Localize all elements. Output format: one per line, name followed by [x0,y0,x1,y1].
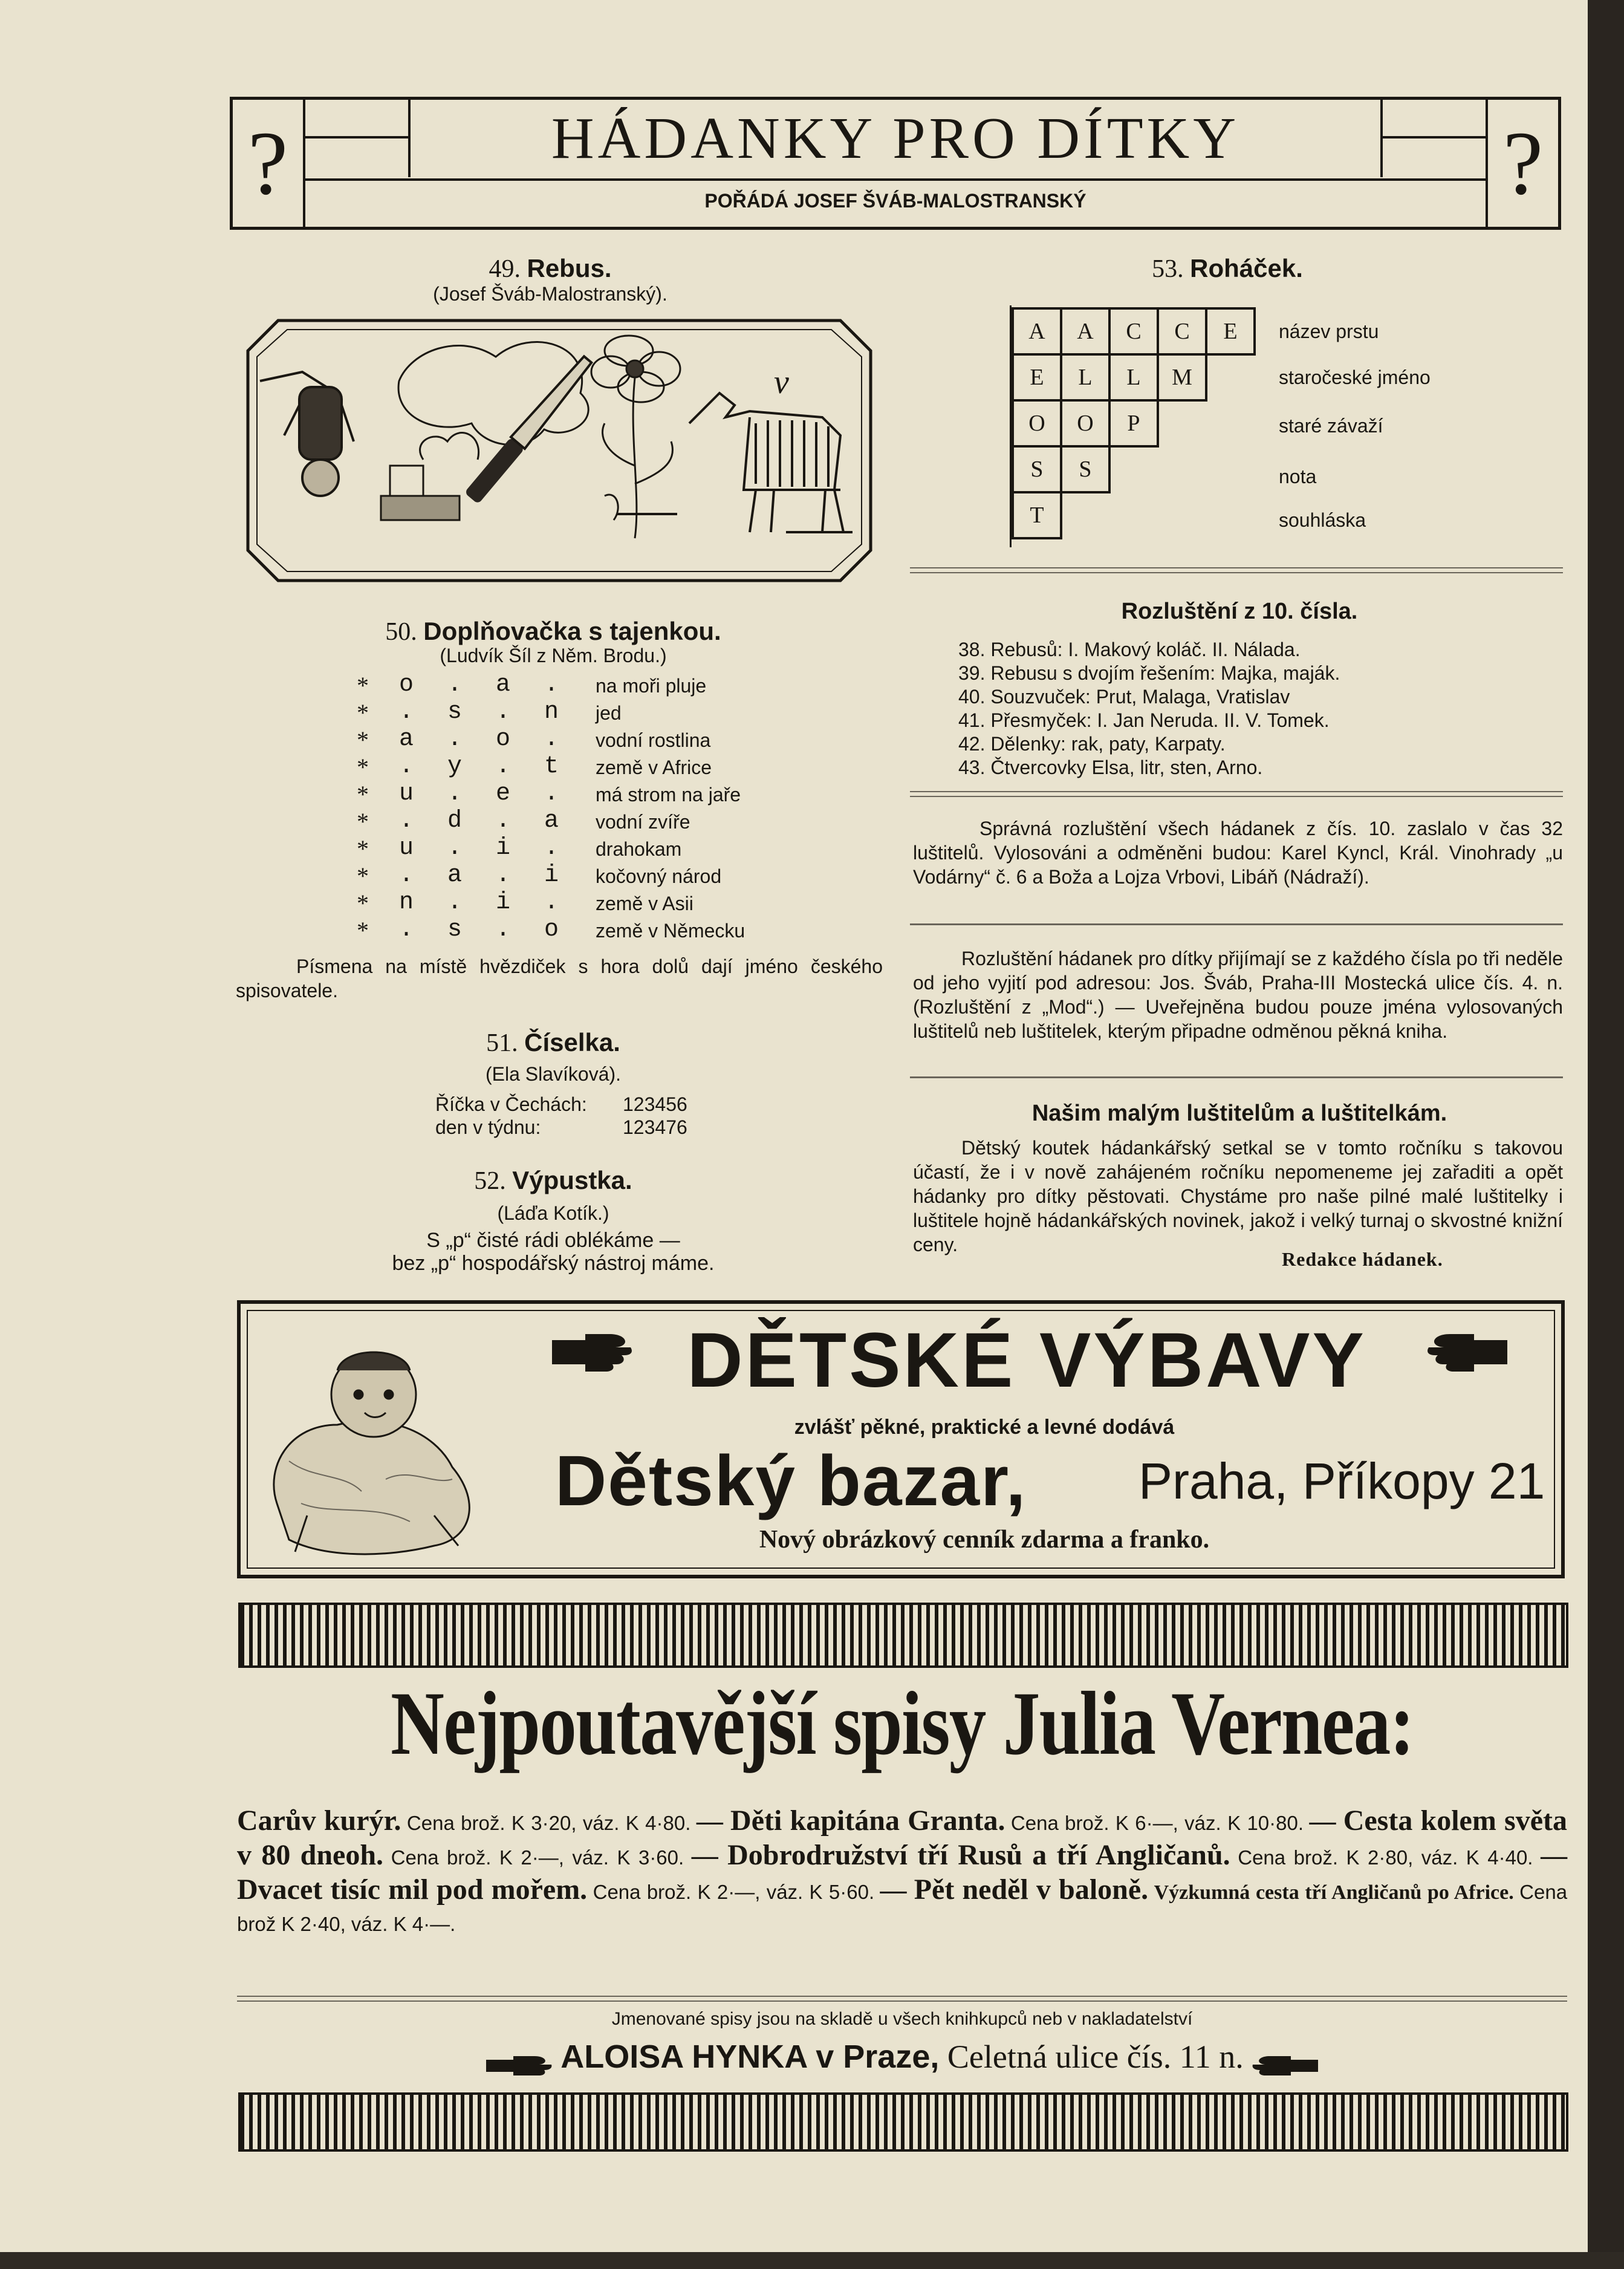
rebus-letter-v: v [774,363,789,401]
rohacek-clue: souhláska [1279,509,1366,531]
book-price: Cena brož. K 2·80, váz. K 4·40. [1238,1846,1533,1869]
ad-address: Praha, Příkopy 21 [1138,1453,1545,1509]
rebus-author: (Josef Šváb-Malostranský). [433,283,667,305]
vypustka-line2: bez „p“ hospodářský nástroj máme. [392,1252,715,1275]
book-price: Cena brož. K 3·20, váz. K 4·80. [406,1812,691,1834]
book-price: Cena brož K 2·40, váz. K 4·—. [237,1881,1568,1935]
grid-cell: L [1078,365,1093,390]
book-title: Dvacet tisíc mil pod mořem. [237,1873,588,1906]
ad-rule [237,1996,1567,2002]
doplnovacka-note: Písmena na místě hvězdiček s hora dolů dají jméno českého spisovatele. [236,955,883,1001]
list-item: 40. Souzvuček: Prut, Malaga, Vratislav [958,686,1290,708]
doplnovacka-rows [357,671,816,949]
book-title: Pět neděl v baloně. [914,1873,1149,1906]
page-title: HÁDANKY PRO DÍTKY [408,100,1383,177]
decorative-border-band [238,2092,1568,2152]
grid-cell: L [1126,365,1141,390]
page-subtitle: POŘÁDÁ JOSEF ŠVÁB-MALOSTRANSKÝ [704,190,1086,212]
ciselka-line2-label: den v týdnu: [435,1116,541,1138]
solutions-list [958,638,1563,780]
vypustka-author: (Láďa Kotík.) [497,1202,609,1224]
ad-headline: DĚTSKÉ VÝBAVY [687,1317,1366,1404]
rohacek-grid [1010,305,1264,553]
rebus-title: 49. Rebus. [489,254,612,283]
header-line [1383,136,1486,138]
scan-edge-bottom [0,2252,1624,2269]
list-item: * . a . i kočovný národ [357,862,722,890]
grid-cell: P [1127,411,1140,436]
book-title: Dobrodružství tří Rusů a tří Angličanů. [727,1839,1230,1871]
editor-signature: Redakce hádanek. [1282,1248,1443,1270]
list-item: * u . e . má strom na jaře [357,780,741,808]
verne-book-list: Carův kurýr. Cena brož. K 3·20, váz. K 4·80. — Děti kapitána Granta. Cena brož. K 6·—, váz. K 10·80. — Cesta kolem světa v 80 dneoh. Cena brož. K 2·—, váz. K 3·60. — Dobrodružství tří Rusů a tří Angličanů. Cena brož. K 2·80, váz. K 4·40. — Dvacet tisíc mil pod mořem. Cena brož. K 2·—, váz. K 5·60. — Pět neděl v baloně. Výzkumná cesta tří Angličanů po Africe. Cena brož K 2·40, váz. K 4·—. [237,1805,1568,1935]
rohacek-title: 53. Roháček. [1152,254,1303,283]
grid-cell: A [1077,319,1094,344]
solutions-paragraph: Správná rozluštění všech hádanek z čís. 10. zaslalo v čas 32 luštitelů. Vylosováni a odměněni budou: Karel Kyncl, Král. Vinohrady „u Vodárny“ č. 6 a Boža a Lojza Vrbovi, Libáň (Nádraží). [913,818,1563,888]
ciselka-line1-number: 123456 [623,1093,687,1115]
book-title: Cesta kolem světa v 80 dneoh. [237,1805,1568,1871]
question-mark-right: ? [1502,113,1544,213]
readers-paragraph: Dětský koutek hádankářský setkal se v tomto ročníku s takovou účastí, že i v nově zahájeném ročníku nepomeneme jej zařaditi a opět hádanky pro dítky pěstovati. Chystáme pro naše pilné malé luštitelky i luštitele hojně hádankářských novinek, jakož i velký turnaj o skvostné knižní ceny. [913,1137,1563,1255]
header-divider-right [1486,100,1488,227]
grid-cell: A [1028,319,1045,344]
list-item: * . s . n jed [357,698,622,726]
book-price: Cena brož. K 6·—, váz. K 10·80. [1010,1812,1304,1834]
list-item: * u . i . drahokam [357,835,682,862]
book-title: Děti kapitána Granta. [730,1805,1005,1837]
grid-cell: O [1077,411,1094,436]
list-item: * . d . a vodní zvíře [357,807,690,835]
grid-cell: M [1172,365,1192,390]
ad-brand: Dětský bazar, [555,1441,1027,1521]
ad-subline: zvlášť pěkné, praktické a levné dodává [794,1416,1175,1439]
pointing-hand-icon [486,2048,553,2072]
pointing-hand-icon [1252,2048,1318,2072]
grid-cell: C [1126,319,1142,344]
solutions-title: Rozluštění z 10. čísla. [1121,599,1358,624]
pointing-hand-icon [549,1328,634,1376]
ciselka-line2-number: 123476 [623,1116,687,1138]
header-box [230,97,1561,230]
rohacek-clue: nota [1279,466,1317,487]
column-rule [910,1076,1563,1078]
book-price: Cena brož. K 2·—, váz. K 3·60. [391,1846,684,1869]
verne-headline: Nejpoutavější spisy Julia Vernea: [391,1673,1414,1774]
verne-note: Jmenované spisy jsou na skladě u všech knihkupců neb v nakladatelství [611,2009,1193,2029]
book-title: Výzkumná cesta tří Angličanů po Africe. [1154,1881,1514,1904]
pointing-hand-icon [1426,1328,1510,1376]
rohacek-clue: název prstu [1279,321,1379,342]
list-item: 43. Čtvercovky Elsa, litr, sten, Arno. [958,757,1263,778]
list-item: 41. Přesmyček: I. Jan Neruda. II. V. Tomek. [958,709,1330,731]
grid-cell: S [1030,457,1044,482]
list-item: * a . o . vodní rostlina [357,726,711,754]
ciselka-line1-label: Říčka v Čechách: [435,1093,587,1115]
readers-title: Našim malým luštitelům a luštitelkám. [1031,1101,1447,1126]
column-rule [910,791,1563,797]
ad-detske-vybavy [237,1300,1565,1578]
grid-cell: E [1223,319,1238,344]
list-item: 42. Dělenky: rak, paty, Karpaty. [958,733,1226,755]
verne-publisher: ALOISA HYNKA v Praze, Celetná ulice čís. 11 n. [237,2038,1567,2075]
rohacek-clue: staročeské jméno [1279,366,1431,388]
rohacek-clue: staré závaží [1279,415,1383,437]
column-rule [910,923,1563,925]
book-price: Cena brož. K 2·—, váz. K 5·60. [593,1881,875,1903]
grid-cell: C [1174,319,1190,344]
header-line [305,136,408,138]
rebus-illustration [242,314,877,587]
doplnovacka-author: (Ludvík Šíl z Něm. Brodu.) [440,645,667,666]
list-item: * n . i . země v Asii [357,889,693,917]
grid-cell: T [1030,503,1044,528]
doplnovacka-title: 50. Doplňovačka s tajenkou. [385,617,721,646]
list-item: * . s . o země v Německu [357,916,745,944]
grid-cell: O [1028,411,1045,436]
grid-cell: E [1030,365,1044,390]
column-rule [910,567,1563,573]
solutions-rules-paragraph: Rozluštění hádanek pro dítky přijímají se z každého čísla po tři neděle od jeho vyjití pod adresou: Jos. Šváb, Praha-III Mostecká ulice čís. 4. n. (Rozluštění z „Mod“.) — Uveřejněna budou pouze jména vylosovaných luštitelů neb luštitelek, kterým připadne odměnou pěkná kniha. [913,948,1563,1042]
list-item: * o . a . na moři pluje [357,671,707,699]
ciselka-author: (Ela Slavíková). [485,1063,622,1085]
list-item: 38. Rebusů: I. Makový koláč. II. Nálada. [958,639,1301,660]
baby-illustration [253,1322,501,1564]
list-item: 39. Rebusu s dvojím řešením: Majka, maják. [958,662,1340,684]
decorative-border-band [238,1603,1568,1668]
vypustka-line1: S „p“ čisté rádi oblékáme — [426,1229,680,1252]
vypustka-title: 52. Výpustka. [474,1166,632,1195]
question-mark-left: ? [247,113,288,213]
list-item: * . y . t země v Africe [357,753,712,781]
grid-cell: S [1079,457,1092,482]
ciselka-title: 51. Číselka. [486,1028,620,1057]
scan-edge-right [1588,0,1624,2269]
book-title: Carův kurýr. [237,1805,401,1837]
ad-footer: Nový obrázkový cenník zdarma a franko. [759,1526,1210,1554]
